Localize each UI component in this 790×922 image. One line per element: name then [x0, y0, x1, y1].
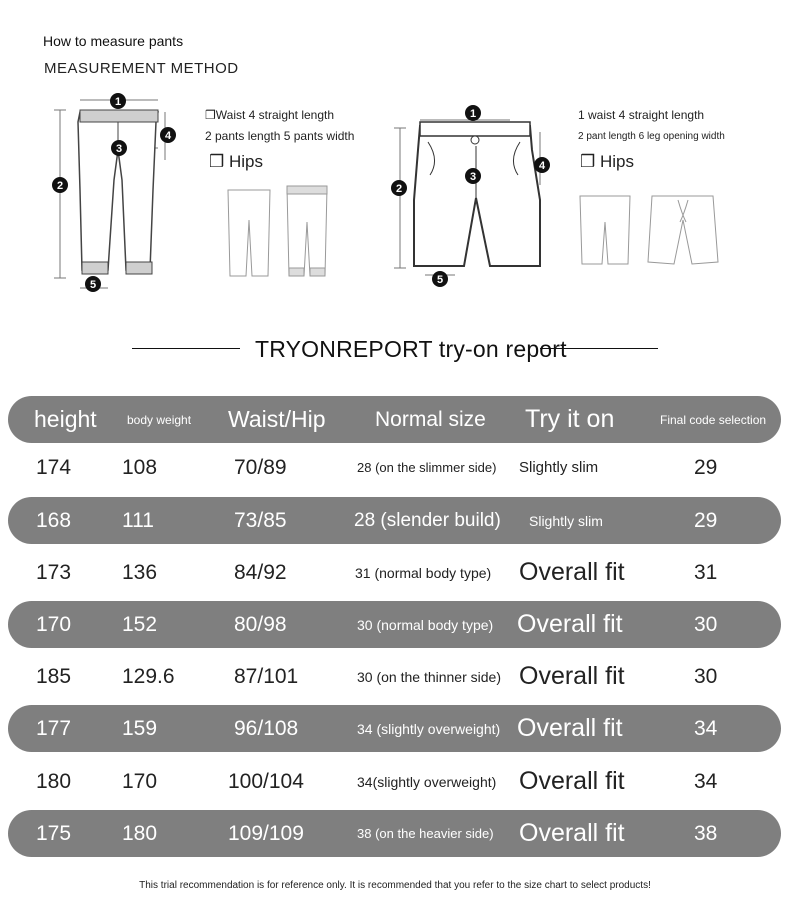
header-waist-hip: Waist/Hip — [228, 406, 326, 432]
table-row — [8, 705, 781, 752]
svg-text:5: 5 — [436, 274, 444, 286]
shorts-diagram — [380, 0, 780, 300]
table-row — [8, 549, 781, 596]
cell-height: 180 — [36, 769, 72, 793]
cell-final-selection: 34 — [694, 716, 718, 740]
cell-waist-hip: 96/108 — [234, 716, 299, 740]
cell-waist-hip: 84/92 — [234, 560, 287, 584]
header-final-selection: Final code selection — [660, 412, 767, 427]
svg-text:1: 1 — [469, 108, 477, 120]
cell-height: 174 — [36, 455, 72, 479]
cell-normal-size: 34(slightly overweight) — [357, 773, 497, 790]
svg-text:4: 4 — [164, 130, 172, 142]
shorts-legend-line1: 1 waist 4 straight length — [578, 108, 705, 122]
svg-text:2: 2 — [395, 183, 403, 195]
cell-weight: 152 — [122, 612, 158, 636]
cell-final-selection: 38 — [694, 821, 718, 845]
cell-waist-hip: 109/109 — [228, 821, 304, 845]
pants-legend-line1: ❒Waist 4 straight length — [205, 108, 335, 122]
table-row — [8, 497, 781, 544]
cell-normal-size: 30 (on the thinner side) — [357, 668, 501, 685]
cell-final-selection: 30 — [694, 664, 718, 688]
cell-weight: 129.6 — [122, 664, 175, 688]
how-to-heading: How to measure pants — [43, 33, 184, 49]
cell-weight: 111 — [122, 508, 154, 532]
pants-markers — [0, 0, 395, 300]
cell-try-it-on: Overall fit — [519, 662, 625, 690]
cell-weight: 108 — [122, 455, 158, 479]
cell-normal-size: 38 (on the heavier side) — [357, 826, 494, 841]
cell-height: 177 — [36, 716, 72, 740]
header-normal-size: Normal size — [375, 407, 486, 431]
shorts-legend-line2: 2 pant length 6 leg opening width — [578, 131, 725, 142]
cell-try-it-on: Overall fit — [517, 610, 623, 638]
title-divider-left — [132, 348, 240, 349]
cell-final-selection: 34 — [694, 769, 718, 793]
shorts-markers — [380, 0, 780, 300]
footnote: This trial recommendation is for reference only. It is recommended that you refer to the size chart to select products! — [139, 880, 651, 891]
measurement-method-heading: MEASUREMENT METHOD — [44, 60, 239, 77]
cell-final-selection: 30 — [694, 612, 718, 636]
header-weight: body weight — [127, 412, 192, 427]
svg-text:3: 3 — [115, 143, 123, 155]
table-row — [8, 810, 781, 857]
table-row — [8, 653, 781, 700]
cell-height: 173 — [36, 560, 72, 584]
table-row — [8, 758, 781, 805]
cell-weight: 136 — [122, 560, 158, 584]
report-title: TRYONREPORT try-on report — [255, 336, 567, 362]
cell-normal-size: 28 (on the slimmer side) — [357, 460, 497, 475]
cell-final-selection: 29 — [694, 508, 718, 532]
cell-weight: 170 — [122, 769, 158, 793]
cell-normal-size: 30 (normal body type) — [357, 616, 494, 633]
cell-final-selection: 31 — [694, 560, 718, 584]
pants-hips-label: ❒ Hips — [209, 152, 263, 171]
svg-text:4: 4 — [538, 160, 546, 172]
header-try-it-on: Try it on — [525, 405, 615, 433]
cell-try-it-on: Overall fit — [517, 714, 623, 742]
cell-try-it-on: Slightly slim — [529, 512, 603, 529]
cell-waist-hip: 73/85 — [234, 508, 287, 532]
cell-waist-hip: 70/89 — [234, 455, 287, 479]
cell-waist-hip: 80/98 — [234, 612, 287, 636]
cell-final-selection: 29 — [694, 455, 718, 479]
header-height: height — [34, 406, 97, 432]
table-row — [8, 444, 781, 491]
pants-legend-line2: 2 pants length 5 pants width — [205, 129, 355, 143]
svg-text:2: 2 — [56, 180, 64, 192]
cell-height: 168 — [36, 508, 72, 532]
cell-weight: 180 — [122, 821, 158, 845]
cell-normal-size: 31 (normal body type) — [355, 564, 492, 581]
cell-waist-hip: 100/104 — [228, 769, 304, 793]
cell-try-it-on: Overall fit — [519, 558, 625, 586]
cell-height: 185 — [36, 664, 72, 688]
cell-waist-hip: 87/101 — [234, 664, 299, 688]
cell-weight: 159 — [122, 716, 158, 740]
cell-normal-size: 28 (slender build) — [354, 509, 501, 531]
cell-try-it-on: Slightly slim — [519, 459, 599, 476]
pants-diagram — [0, 0, 395, 300]
table-row — [8, 601, 781, 648]
cell-try-it-on: Overall fit — [519, 767, 625, 795]
cell-height: 170 — [36, 612, 72, 636]
svg-text:5: 5 — [89, 279, 97, 291]
cell-normal-size: 34 (slightly overweight) — [357, 720, 501, 737]
cell-height: 175 — [36, 821, 72, 845]
svg-text:3: 3 — [469, 171, 477, 183]
shorts-hips-label: ❒ Hips — [580, 152, 634, 171]
svg-text:1: 1 — [114, 96, 122, 108]
table-header — [8, 396, 781, 443]
cell-try-it-on: Overall fit — [519, 819, 625, 847]
